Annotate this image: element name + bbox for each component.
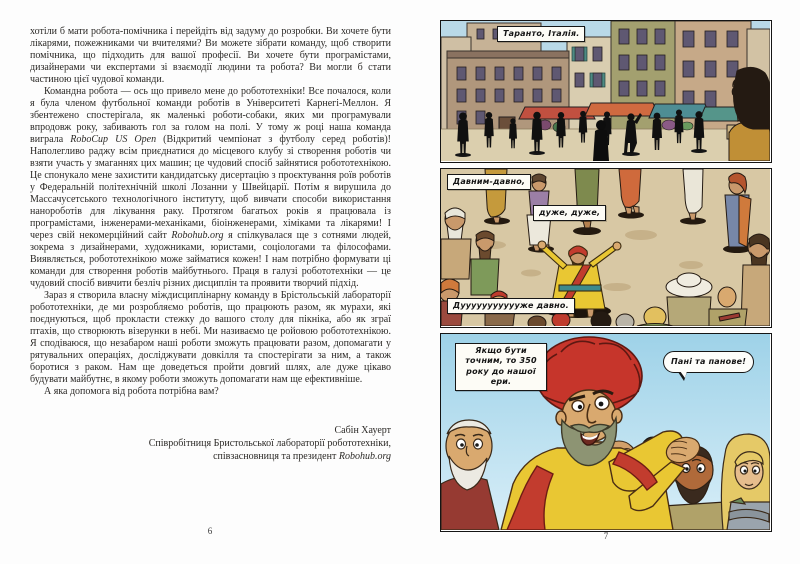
paragraph: хотіли б мати робота-помічника і перейдіть від задуму до розробки. Ви хочете бути лікарями, пожежниками чи вчителями? Ви можете зібрати команду, щоб створити помічника, що підходить для вашої професії. Ви хочете бути програмістами, дизайнерами чи експертами зі взаємодії людини та робота? Ви могли б стати частиною цієї чудової команди. (30, 26, 391, 85)
page-number-left: 6 (207, 526, 213, 536)
page-number-right: 7 (603, 531, 609, 541)
comic-panel-preacher-closeup (440, 333, 772, 532)
left-page-text (30, 26, 391, 463)
caption-location: Таранто, Італія. (497, 26, 585, 42)
comic-panel-crowd (440, 168, 772, 328)
comic-panel-market-square (440, 20, 772, 163)
caption-long-ago-1: Давним-давно, (447, 174, 531, 190)
speech-bubble: Пані та панове! (663, 351, 754, 373)
paragraph: А яка допомога від робота потрібна вам? (44, 386, 219, 397)
caption-long-ago-3: Дуууууууууууже давно. (447, 298, 575, 314)
comic-page (440, 20, 772, 532)
caption-long-ago-2: дуже, дуже, (533, 205, 606, 221)
caption-year: Якщо бути точним, то 350 року до нашої ери. (455, 343, 547, 391)
market-scene-illustration (441, 21, 770, 161)
blonde-woman (721, 434, 770, 530)
paragraph: Зараз я створила власну міждисциплінарну команду в Брістольській лабораторії робототехніки, де ми розробляємо роботів, що працюють разом, як мурахи, які поєднуються, щоб прокласти стежку до вашого столу для пікніка, або як зграї птахів, що створюють візерунки в небі. Ми називаємо це ройовою робототехнікою. Я сподіваюся, що незабаром наші роботи зможуть працювати разом, допомагати у рятувальних операціях, досліджувати довкілля та спостерігати за ним, а також боротися з раком. Нам ще доведеться пройти довгий шлях, але дуже цікаво будувати майбутнє, в якому роботи зможуть допомагати нам ще ефективніше. (30, 290, 391, 385)
author-signature: Сабін Хауерт Співробітниця Бристольської лабораторії робототехніки, співзасновниця та президент Robohub.org (148, 425, 391, 462)
paragraph: Командна робота — ось що привело мене до робототехніки! Все почалося, коли я була членом футбольної команди роботів в Університеті Карнегі-Меллон. Я збентежено спостерігала, як маленькі роботи-собаки, яких ми програмували впродовж року, забивають гол за голом на полі. У тому ж році наша команда виграла RoboCup US Open (Відкритий чемпіонат з футболу серед роботів)! Наполегливо раджу всім приєднатися до місцевого клубу зі створення роботів чи взяти участь у змаганнях цих машин; це чудовий спосіб зайнятися робототехнікою. Це спонукало мене захистити кандидатську дисертацію з проєктування роїв роботів у Федеральній політехнічній школі Лозанни у Швейцарії. Потім я вирушила до Массачусетського технологічного інституту, щоб вивчати способи використання нанороботів для лікування раку. Протягом багатьох років я працювала із програмістами, інженерами-механіками, біоінженерами, хіміками та лікарями! І через свій некомерційний сайт Robohub.org я спілкувалася ще з сотнями людей, зокрема з дизайнерами, художниками, юристами, соціологами та філософами. Виявляється, робототехнікою може займатися кожен! І нам потрібно формувати ці команди для створення роботів майбутнього. Праця в галузі робототехніки — це чудовий спосіб вивчити безліч різних дисциплін та проявити творчий підхід. (30, 86, 392, 289)
